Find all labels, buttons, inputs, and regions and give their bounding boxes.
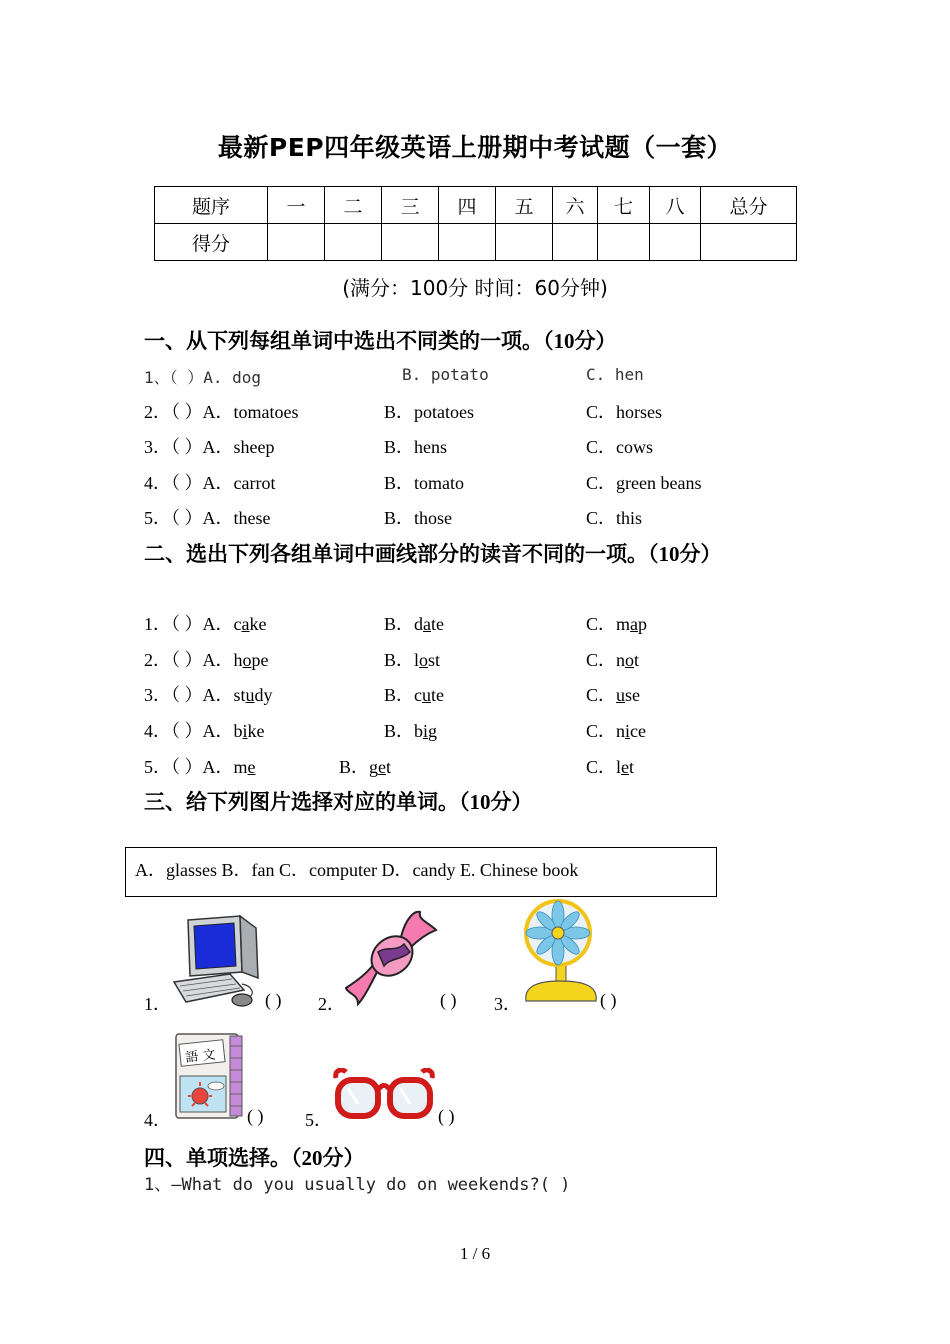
pic1-label: 1． — [144, 994, 171, 1014]
s1-q3-b: B．hens — [384, 437, 447, 457]
pic2-blank[interactable]: ( ) — [440, 990, 457, 1010]
score-cell[interactable] — [496, 224, 553, 261]
score-header-cell: 总分 — [701, 187, 797, 224]
section2-heading: 二、选出下列各组单词中画线部分的读音不同的一项。（10分） — [144, 542, 722, 566]
underlined-letter: u — [616, 685, 626, 705]
score-header-cell: 一 — [268, 187, 325, 224]
underlined-letter: u — [245, 685, 255, 705]
score-header-cell: 六 — [553, 187, 598, 224]
underlined-letter: a — [630, 614, 639, 634]
underlined-letter: e — [247, 757, 256, 777]
s1-q5-a: 5．（ ）A．these — [144, 508, 271, 528]
score-table — [154, 186, 797, 261]
pic3-blank[interactable]: ( ) — [600, 990, 617, 1010]
score-header-cell: 四 — [439, 187, 496, 224]
s1-q2-a: 2．（ ）A．tomatoes — [144, 402, 299, 422]
s1-q4-a: 4．（ ）A．carrot — [144, 473, 276, 493]
score-cell[interactable] — [553, 224, 598, 261]
score-header-cell: 七 — [598, 187, 650, 224]
s2-q4-a: 4．（ ）A．bike — [144, 721, 265, 741]
score-cell[interactable] — [439, 224, 496, 261]
book-title-text: 語 文 — [184, 1047, 217, 1066]
underlined-letter: a — [423, 614, 432, 634]
s2-q2-c: C．not — [586, 650, 640, 670]
score-cell[interactable] — [650, 224, 701, 261]
page-title: 最新PEP四年级英语上册期中考试题（一套） — [217, 133, 733, 162]
section1-heading: 一、从下列每组单词中选出不同类的一项。（10分） — [144, 329, 617, 353]
s1-q1-a: 1、（ ）A. dog — [144, 368, 262, 387]
underlined-letter: o — [625, 650, 635, 670]
pic4-blank[interactable]: ( ) — [247, 1106, 264, 1126]
s2-q3-b: B．cute — [384, 685, 445, 705]
score-cell[interactable] — [701, 224, 797, 261]
fan-icon — [520, 897, 600, 1007]
score-table-header-row — [155, 187, 797, 224]
score-cell[interactable] — [325, 224, 382, 261]
s4-q1: 1、—What do you usually do on weekends?( ) — [144, 1175, 571, 1195]
s1-q1-b: B. potato — [402, 365, 489, 384]
score-header-cell: 二 — [325, 187, 382, 224]
s2-q5-b: B．get — [339, 757, 392, 777]
pic5-label: 5． — [305, 1110, 332, 1130]
pic3-label: 3． — [494, 994, 521, 1014]
candy-icon — [344, 908, 438, 1006]
glasses-icon — [332, 1068, 436, 1122]
s2-q3-a: 3．（ ）A．study — [144, 685, 273, 705]
s2-q1-a: 1．（ ）A．cake — [144, 614, 267, 634]
s1-q5-c: C．this — [586, 508, 643, 528]
full-mark-info: (满分：100分 时间：60分钟) — [342, 276, 608, 300]
s1-q4-b: B．tomato — [384, 473, 464, 493]
s1-q3-a: 3．（ ）A．sheep — [144, 437, 275, 457]
underlined-letter: o — [419, 650, 429, 670]
s2-q2-b: B．lost — [384, 650, 441, 670]
s1-q2-b: B．potatoes — [384, 402, 474, 422]
section3-heading: 三、给下列图片选择对应的单词。（10分） — [144, 790, 533, 814]
score-header-cell: 五 — [496, 187, 553, 224]
s1-q4-c: C．green beans — [586, 473, 702, 493]
s1-q2-c: C．horses — [586, 402, 662, 422]
s1-q3-c: C．cows — [586, 437, 653, 457]
s2-q4-b: B．big — [384, 721, 438, 741]
chinese-book-icon — [170, 1030, 248, 1122]
pic4-label: 4． — [144, 1110, 171, 1130]
underlined-letter: i — [423, 721, 429, 741]
s1-q1-c: C. hen — [586, 365, 644, 384]
score-header-cell: 题序 — [155, 187, 268, 224]
score-cell[interactable] — [268, 224, 325, 261]
score-row-label: 得分 — [155, 224, 268, 261]
page-number: 1 / 6 — [459, 1244, 491, 1263]
s2-q5-c: C．let — [586, 757, 635, 777]
underlined-letter: o — [242, 650, 252, 670]
s2-q4-c: C．nice — [586, 721, 647, 741]
s2-q5-a: 5．（ ）A．me — [144, 757, 256, 777]
pic2-label: 2． — [318, 994, 345, 1014]
pic1-blank[interactable]: ( ) — [265, 990, 282, 1010]
computer-icon — [170, 914, 262, 1008]
score-table-row — [155, 224, 797, 261]
underlined-letter: e — [378, 757, 387, 777]
underlined-letter: i — [242, 721, 248, 741]
underlined-letter: u — [422, 685, 432, 705]
score-cell[interactable] — [598, 224, 650, 261]
underlined-letter: i — [625, 721, 631, 741]
underlined-letter: a — [241, 614, 250, 634]
s2-q3-c: C．use — [586, 685, 641, 705]
s2-q1-b: B．date — [384, 614, 445, 634]
section4-heading: 四、单项选择。（20分） — [144, 1146, 365, 1170]
pic5-blank[interactable]: ( ) — [438, 1106, 455, 1126]
s1-q5-b: B．those — [384, 508, 453, 528]
score-header-cell: 三 — [382, 187, 439, 224]
s2-q2-a: 2．（ ）A．hope — [144, 650, 269, 670]
underlined-letter: e — [621, 757, 630, 777]
score-header-cell: 八 — [650, 187, 701, 224]
score-cell[interactable] — [382, 224, 439, 261]
word-options: A．glasses B．fan C．computer D．candy E. Chinese book — [135, 860, 579, 880]
s2-q1-c: C．map — [586, 614, 648, 634]
